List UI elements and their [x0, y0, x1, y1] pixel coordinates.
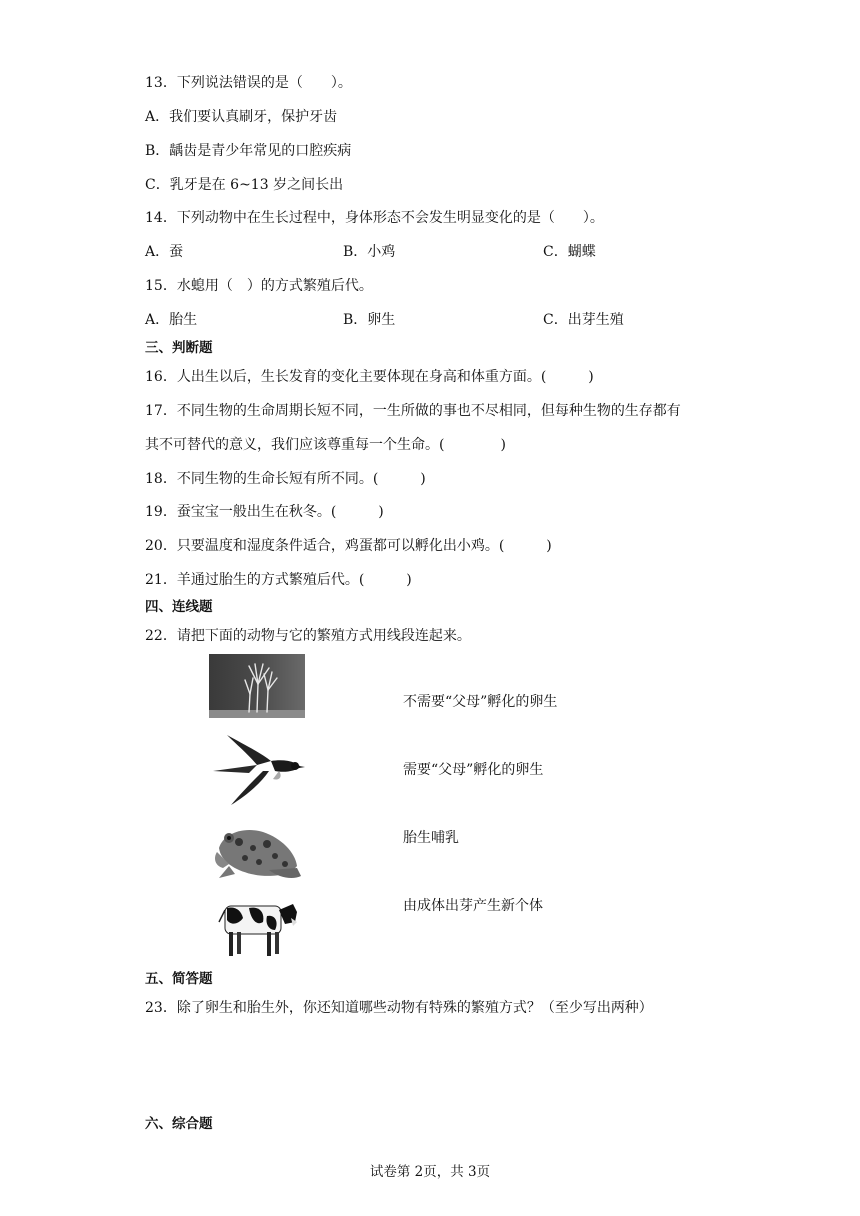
question-15-option-b: B．卵生 — [343, 312, 396, 328]
question-18: 18．不同生物的生命长短有所不同。( ) — [145, 471, 426, 487]
question-17-line-2: 其不可替代的意义，我们应该尊重每一个生命。( ) — [145, 437, 506, 453]
question-15-option-c: C．出芽生殖 — [543, 312, 624, 328]
question-14-option-b: B．小鸡 — [343, 244, 396, 260]
question-13-option-b: B．龋齿是青少年常见的口腔疾病 — [145, 143, 352, 159]
match-method-3: 胎生哺乳 — [403, 830, 459, 846]
question-15-stem: 15．水螅用（ ）的方式繁殖后代。 — [145, 278, 373, 294]
match-method-1: 不需要“父母”孵化的卵生 — [403, 694, 558, 710]
question-13-stem: 13．下列说法错误的是（ ）。 — [145, 75, 352, 91]
match-method-4: 由成体出芽产生新个体 — [403, 898, 543, 914]
question-16: 16．人出生以后，生长发育的变化主要体现在身高和体重方面。( ) — [145, 369, 594, 385]
page-footer: 试卷第 2页，共 3页 — [369, 1164, 491, 1180]
frog-icon — [209, 818, 305, 884]
question-23: 23．除了卵生和胎生外，你还知道哪些动物有特殊的繁殖方式？（至少写出两种） — [145, 1000, 653, 1016]
question-13-option-c: C．乳牙是在 6~13 岁之间长出 — [145, 177, 344, 193]
swallow-icon — [209, 731, 305, 807]
question-15-option-a: A．胎生 — [145, 312, 198, 328]
section-heading-judge: 三、判断题 — [145, 340, 213, 356]
cow-icon — [209, 896, 305, 960]
question-13-option-a: A．我们要认真刷牙，保护牙齿 — [145, 109, 338, 125]
hydra-icon — [209, 654, 305, 718]
question-21: 21．羊通过胎生的方式繁殖后代。( ) — [145, 572, 412, 588]
question-17-line-1: 17．不同生物的生命周期长短不同，一生所做的事也不尽相同，但每种生物的生存都有 — [145, 403, 681, 419]
section-heading-short-answer: 五、简答题 — [145, 971, 213, 987]
section-heading-match: 四、连线题 — [145, 599, 213, 615]
section-heading-comprehensive: 六、综合题 — [145, 1116, 213, 1132]
question-20: 20．只要温度和湿度条件适合，鸡蛋都可以孵化出小鸡。( ) — [145, 538, 552, 554]
question-19: 19．蚕宝宝一般出生在秋冬。( ) — [145, 504, 384, 520]
question-22: 22．请把下面的动物与它的繁殖方式用线段连起来。 — [145, 628, 471, 644]
question-14-stem: 14．下列动物中在生长过程中，身体形态不会发生明显变化的是（ ）。 — [145, 210, 604, 226]
question-14-option-c: C．蝴蝶 — [543, 244, 596, 260]
question-14-option-a: A．蚕 — [145, 244, 184, 260]
match-method-2: 需要“父母”孵化的卵生 — [403, 762, 544, 778]
